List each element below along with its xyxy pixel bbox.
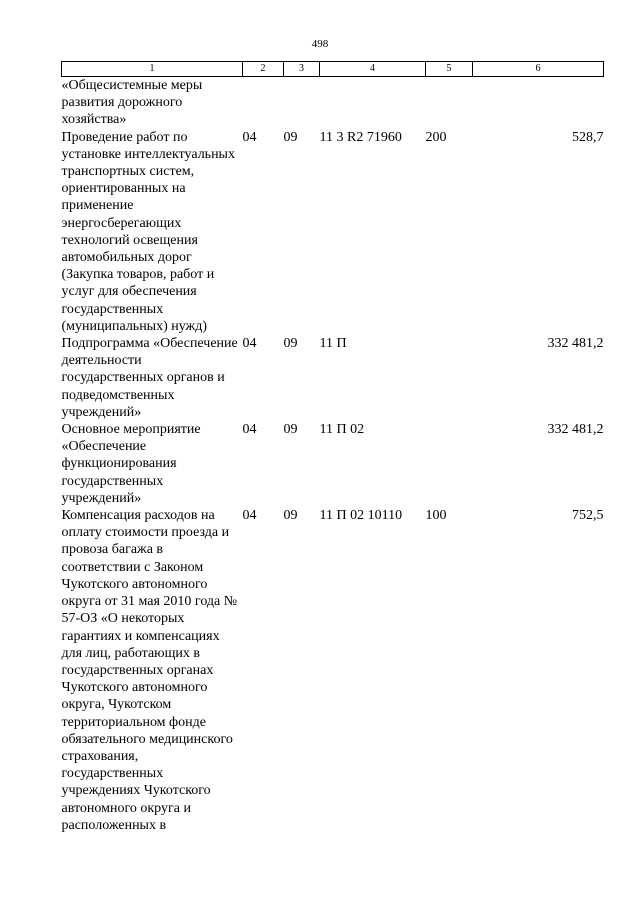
row-amount: 332 481,2 (547, 336, 604, 352)
row-section: 04 (242, 508, 257, 524)
page-number: 498 (311, 38, 329, 50)
row-subsection: 09 (283, 129, 298, 145)
row-target-code: 11 П (319, 336, 347, 352)
row-subsection: 09 (283, 422, 298, 438)
row-subsection: 09 (283, 336, 298, 352)
column-header: 1 (62, 62, 243, 77)
table-row (62, 421, 604, 507)
row-expense-type (426, 77, 473, 129)
header-row (62, 62, 604, 77)
row-name: Подпрограмма «Обеспечение деятельности государственных органов и подведомственных учреждений» (61, 336, 238, 420)
budget-table (61, 61, 604, 834)
column-header: 4 (320, 62, 426, 77)
row-amount: 752,5 (572, 508, 604, 524)
table-row (62, 129, 604, 335)
row-target-code (320, 77, 426, 129)
row-expense-type (426, 421, 473, 507)
row-section (243, 77, 284, 129)
row-expense-type (426, 335, 473, 421)
row-name: Проведение работ по установке интеллектуальных транспортных систем, ориентированных на применение энергосберегающих технологий освещения автомобильных дорог (Закупка товаров, работ и услуг для обеспечения государственных (муниципальных) нужд) (61, 129, 235, 334)
row-subsection: 09 (283, 508, 298, 524)
row-expense-type: 200 (425, 129, 447, 145)
row-section: 04 (242, 422, 257, 438)
row-expense-type: 100 (425, 508, 447, 524)
row-target-code: 11 П 02 10110 (319, 508, 403, 524)
column-header: 5 (426, 62, 473, 77)
row-amount: 528,7 (572, 129, 604, 145)
row-name: Основное мероприятие «Обеспечение функционирования государственных учреждений» (61, 422, 201, 506)
row-subsection (284, 77, 320, 129)
column-header: 3 (284, 62, 320, 77)
table-row (62, 507, 604, 834)
column-header: 6 (473, 62, 604, 77)
column-header: 2 (243, 62, 284, 77)
row-section: 04 (242, 336, 257, 352)
table-row (62, 335, 604, 421)
table-row (62, 77, 604, 129)
row-name: «Общесистемные меры развития дорожного хозяйства» (61, 78, 203, 128)
row-section: 04 (242, 129, 257, 145)
row-target-code: 11 П 02 (319, 422, 365, 438)
row-amount (473, 77, 604, 129)
row-amount: 332 481,2 (547, 422, 604, 438)
row-target-code: 11 3 R2 71960 (319, 129, 402, 145)
row-name: Компенсация расходов на оплату стоимости проезда и провоза багажа в соответствии с Законом Чукотского автономного округа от 31 мая 2010 года № 57-ОЗ «О некоторых гарантиях и компенсациях для лиц, работающих в государственных органах Чукотского автономного округа, Чукотском территориальном фонде обязательного медицинского страхования, государственных учреждениях Чукотского автономного округа и расположенных в (61, 508, 238, 833)
